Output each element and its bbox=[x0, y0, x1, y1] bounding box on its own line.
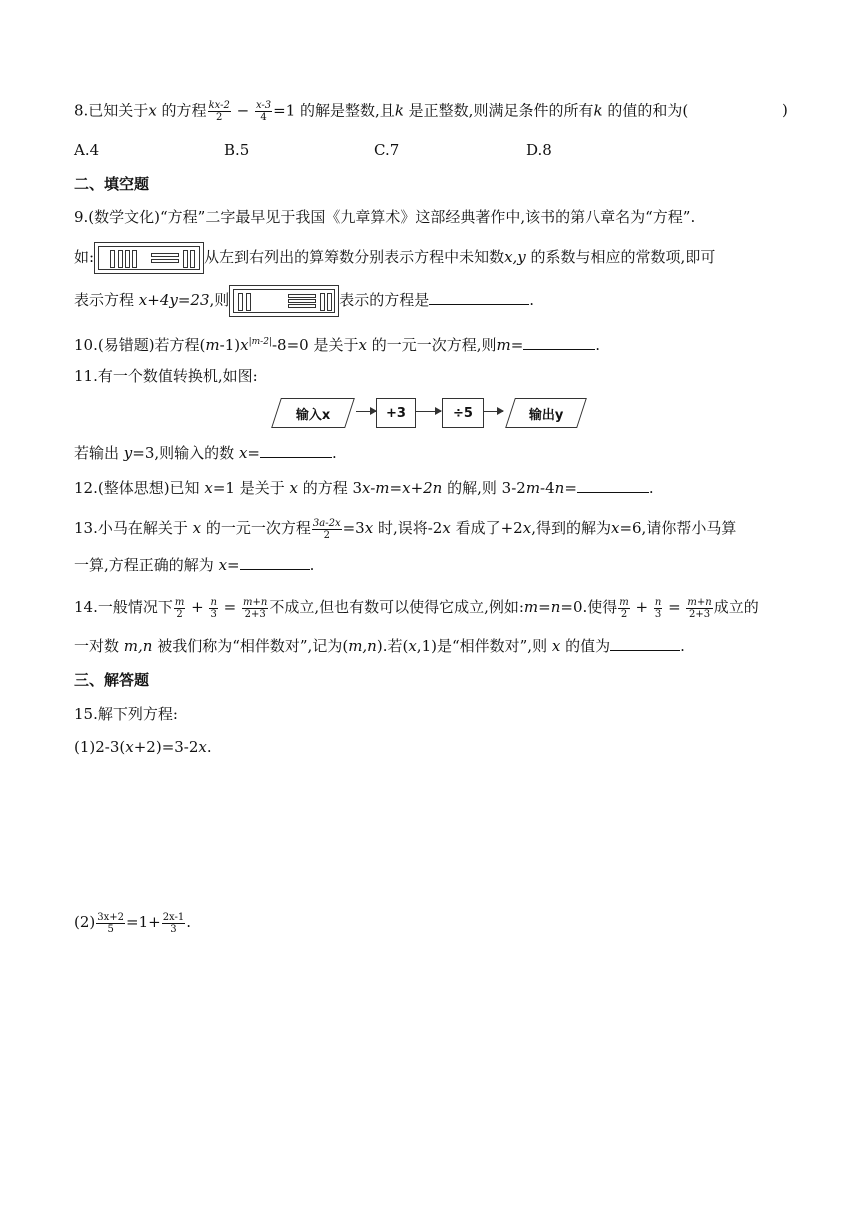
equals: = bbox=[663, 598, 686, 616]
flow-label: +3 bbox=[386, 405, 406, 421]
fraction-numerator: 3x+2 bbox=[97, 911, 124, 923]
equation: x+4y=23 bbox=[138, 291, 210, 309]
fraction-numerator: x-3 bbox=[255, 100, 272, 111]
fraction-numerator: kx-2 bbox=[208, 100, 230, 111]
q15-text: (1)2-3( bbox=[74, 738, 126, 756]
fraction-denominator: 2+3 bbox=[689, 608, 711, 620]
var-x: x bbox=[204, 479, 213, 497]
answer-blank[interactable] bbox=[240, 555, 310, 570]
counting-rods-figure-2 bbox=[229, 285, 339, 317]
rod bbox=[288, 304, 316, 308]
period: . bbox=[595, 336, 601, 354]
answer-blank[interactable] bbox=[429, 290, 529, 305]
var-x: x bbox=[364, 519, 374, 537]
question-14-line1 bbox=[74, 593, 759, 621]
fraction-denominator: 2 bbox=[620, 608, 628, 620]
answer-blank[interactable] bbox=[260, 443, 332, 458]
q14-text: ,1)是“相伴数对”,则 bbox=[416, 637, 548, 655]
fraction-denominator: 3 bbox=[654, 608, 662, 620]
fraction-numerator: m+n bbox=[687, 596, 712, 608]
var-m: m bbox=[496, 336, 511, 354]
fraction-denominator: 3 bbox=[210, 608, 217, 620]
equals: = bbox=[218, 598, 242, 616]
q14-text: 成立的 bbox=[713, 598, 759, 616]
q13-text: 时,误将-2 bbox=[373, 519, 443, 537]
period: . bbox=[529, 291, 535, 309]
section-heading-fill-blank: 二、填空题 bbox=[74, 175, 150, 193]
var-x: x bbox=[442, 519, 451, 537]
q9-line2 bbox=[74, 240, 715, 274]
q8-text: 的值的和为( bbox=[602, 101, 689, 120]
var-x: x bbox=[240, 336, 249, 354]
rod bbox=[151, 259, 179, 263]
var-m: m bbox=[205, 336, 220, 354]
fraction-numerator: n bbox=[210, 596, 217, 608]
q9-line3 bbox=[74, 283, 534, 317]
var-x: x bbox=[522, 519, 532, 537]
rod bbox=[125, 250, 130, 268]
q9-text: ,则 bbox=[209, 291, 230, 309]
q14-text: 被我们称为“相伴数对”,记为( bbox=[152, 637, 349, 655]
var-x: x bbox=[238, 444, 248, 462]
fraction-numerator: 2x-1 bbox=[162, 911, 185, 923]
minus-sign: − bbox=[231, 101, 254, 120]
q14-text: =0.使得 bbox=[560, 598, 618, 616]
q8-text: =1 的解是整数,且 bbox=[273, 101, 395, 120]
q8-text: 的方程 bbox=[156, 101, 207, 120]
q15-part1 bbox=[74, 737, 212, 757]
fraction bbox=[209, 597, 217, 620]
arrow-icon bbox=[356, 411, 376, 412]
q11-text: 11.有一个数值转换机,如图: bbox=[74, 367, 258, 385]
fraction-denominator: 2 bbox=[176, 608, 183, 620]
q14-text: 不成立,但也有数可以使得它成立,例如: bbox=[269, 598, 524, 616]
equals: = bbox=[564, 479, 577, 497]
period: . bbox=[332, 444, 337, 462]
q14-text: ).若( bbox=[376, 637, 409, 655]
q10-text: -1) bbox=[219, 336, 241, 354]
q11-text: 若输出 bbox=[74, 444, 120, 462]
fraction-numerator: m bbox=[619, 596, 629, 608]
question-13-line2 bbox=[74, 555, 314, 575]
q12-text: 的解,则 3-2 bbox=[442, 479, 526, 497]
q12-text: 12.(整体思想)已知 bbox=[74, 479, 200, 497]
q14-text: 一对数 bbox=[74, 637, 120, 655]
q12-text: 的方程 3 bbox=[297, 479, 363, 497]
q9-text: 如: bbox=[74, 248, 95, 266]
conversion-machine-flowchart bbox=[270, 396, 590, 430]
var-mn: m,n bbox=[123, 637, 153, 655]
option-a: A.4 bbox=[74, 141, 100, 159]
q15-text: =1+ bbox=[126, 913, 161, 931]
fraction-numerator: 3a-2x bbox=[312, 517, 341, 529]
fraction-denominator: 2 bbox=[323, 529, 330, 541]
fraction-numerator: n bbox=[654, 596, 662, 608]
question-10 bbox=[74, 332, 600, 355]
question-12 bbox=[74, 478, 654, 498]
fraction bbox=[312, 518, 342, 541]
plus-sign: + bbox=[630, 598, 653, 616]
period: . bbox=[206, 738, 212, 756]
q9-text: 的系数与相应的常数项,即可 bbox=[525, 248, 716, 266]
q13-text: 13.小马在解关于 bbox=[74, 519, 188, 537]
q14-text: 的值为 bbox=[560, 637, 611, 655]
rod bbox=[183, 250, 188, 268]
var-n: n bbox=[554, 479, 565, 497]
fraction bbox=[618, 597, 629, 620]
output-y-box bbox=[505, 398, 587, 428]
var-x: x bbox=[192, 519, 202, 537]
var-mn: m=n bbox=[523, 598, 561, 616]
rod bbox=[288, 294, 316, 298]
equation: x-m=x+2n bbox=[362, 479, 443, 497]
var-x: x bbox=[198, 738, 207, 756]
var-x: x bbox=[358, 336, 367, 354]
var-x: x bbox=[610, 519, 620, 537]
flow-label: 输入x bbox=[295, 407, 331, 423]
q11-answer-line bbox=[74, 443, 337, 463]
rod bbox=[320, 293, 325, 311]
q9-text: 表示的方程是 bbox=[339, 291, 430, 309]
arrow-icon bbox=[483, 411, 503, 412]
rod bbox=[327, 293, 332, 311]
var-y: y bbox=[123, 444, 133, 462]
q15-text: +2)=3-2 bbox=[133, 738, 199, 756]
answer-blank[interactable] bbox=[577, 478, 649, 493]
period: . bbox=[186, 913, 192, 931]
q9-text: 从左到右列出的算筹数分别表示方程中未知数 bbox=[204, 248, 505, 266]
q13-text: ,得到的解为 bbox=[531, 519, 611, 537]
q9-line1: 9.(数学文化)“方程”二字最早见于我国《九章算术》这部经典著作中,该书的第八章名为“方程”. bbox=[74, 208, 696, 226]
answer-blank[interactable] bbox=[610, 636, 680, 651]
q14-text: 14.一般情况下 bbox=[74, 598, 173, 616]
var-x: x bbox=[408, 637, 417, 655]
input-x-box bbox=[271, 398, 355, 428]
rod bbox=[151, 253, 179, 257]
q11-text: =3,则输入的数 bbox=[132, 444, 235, 462]
flow-label: ÷5 bbox=[453, 405, 473, 421]
var-x: x bbox=[551, 637, 561, 655]
question-14-line2 bbox=[74, 636, 685, 656]
q12-text: =1 是关于 bbox=[212, 479, 285, 497]
answer-paren-close: ) bbox=[782, 101, 788, 119]
var-xy: x,y bbox=[504, 248, 526, 266]
q13-text: =6,请你帮小马算 bbox=[619, 519, 737, 537]
fraction bbox=[255, 100, 272, 123]
fraction bbox=[96, 912, 125, 935]
var-x: x bbox=[218, 556, 228, 574]
question-8 bbox=[74, 100, 688, 123]
q13-text: =3 bbox=[342, 519, 365, 537]
fraction bbox=[242, 597, 268, 620]
equals: = bbox=[227, 556, 240, 574]
q13-text: 一算,方程正确的解为 bbox=[74, 556, 214, 574]
fraction-numerator: m+n bbox=[243, 596, 268, 608]
fraction-denominator: 4 bbox=[260, 112, 267, 123]
var-x: x bbox=[289, 479, 298, 497]
q9-text: 表示方程 bbox=[74, 291, 135, 309]
q8-text: 8.已知关于 bbox=[74, 101, 149, 120]
var-x: x bbox=[125, 738, 134, 756]
rod bbox=[190, 250, 195, 268]
equals: = bbox=[247, 444, 260, 462]
rod bbox=[118, 250, 123, 268]
var-m: m bbox=[525, 479, 541, 497]
q13-text: 的一元一次方程 bbox=[201, 519, 311, 537]
question-13-line1 bbox=[74, 514, 736, 542]
rod bbox=[238, 293, 243, 311]
fraction bbox=[654, 597, 662, 620]
answer-blank[interactable] bbox=[523, 335, 595, 350]
counting-rods-figure-1 bbox=[94, 242, 204, 274]
exponent: |m-2| bbox=[248, 337, 272, 347]
fraction bbox=[208, 100, 231, 123]
rod bbox=[132, 250, 137, 268]
fraction bbox=[686, 597, 712, 620]
plus-3-box bbox=[376, 398, 416, 428]
var-mn: m,n bbox=[348, 637, 377, 655]
option-b: B.5 bbox=[224, 141, 250, 159]
q10-text: -8=0 是关于 bbox=[271, 336, 359, 354]
divide-5-box bbox=[442, 398, 484, 428]
var-x: x bbox=[148, 101, 157, 120]
rod bbox=[246, 293, 251, 311]
fraction-denominator: 2+3 bbox=[244, 608, 266, 620]
equals: = bbox=[510, 336, 524, 354]
section-heading-solve: 三、解答题 bbox=[74, 671, 150, 689]
fraction-denominator: 3 bbox=[170, 923, 177, 935]
q10-text: 10.(易错题)若方程( bbox=[74, 336, 206, 354]
var-k: k bbox=[394, 101, 404, 120]
q15-title: 15.解下列方程: bbox=[74, 705, 178, 723]
fraction-denominator: 2 bbox=[216, 112, 223, 123]
fraction bbox=[162, 912, 186, 935]
q15-text: (2) bbox=[74, 913, 96, 931]
q15-part2 bbox=[74, 908, 191, 936]
period: . bbox=[648, 479, 654, 497]
q12-text: -4 bbox=[540, 479, 555, 497]
arrow-icon bbox=[415, 411, 441, 412]
q8-text: 是正整数,则满足条件的所有 bbox=[403, 101, 594, 120]
q13-text: 看成了+2 bbox=[450, 519, 523, 537]
period: . bbox=[309, 556, 315, 574]
plus-sign: + bbox=[186, 598, 209, 616]
flow-label: 输出y bbox=[528, 407, 564, 423]
fraction-denominator: 5 bbox=[107, 923, 114, 935]
option-c: C.7 bbox=[374, 141, 400, 159]
var-k: k bbox=[593, 101, 603, 120]
rod bbox=[288, 299, 316, 303]
rod bbox=[110, 250, 115, 268]
fraction-numerator: m bbox=[174, 596, 185, 608]
option-d: D.8 bbox=[526, 141, 552, 159]
fraction bbox=[174, 597, 185, 620]
period: . bbox=[680, 637, 685, 655]
q10-text: 的一元一次方程,则 bbox=[366, 336, 497, 354]
